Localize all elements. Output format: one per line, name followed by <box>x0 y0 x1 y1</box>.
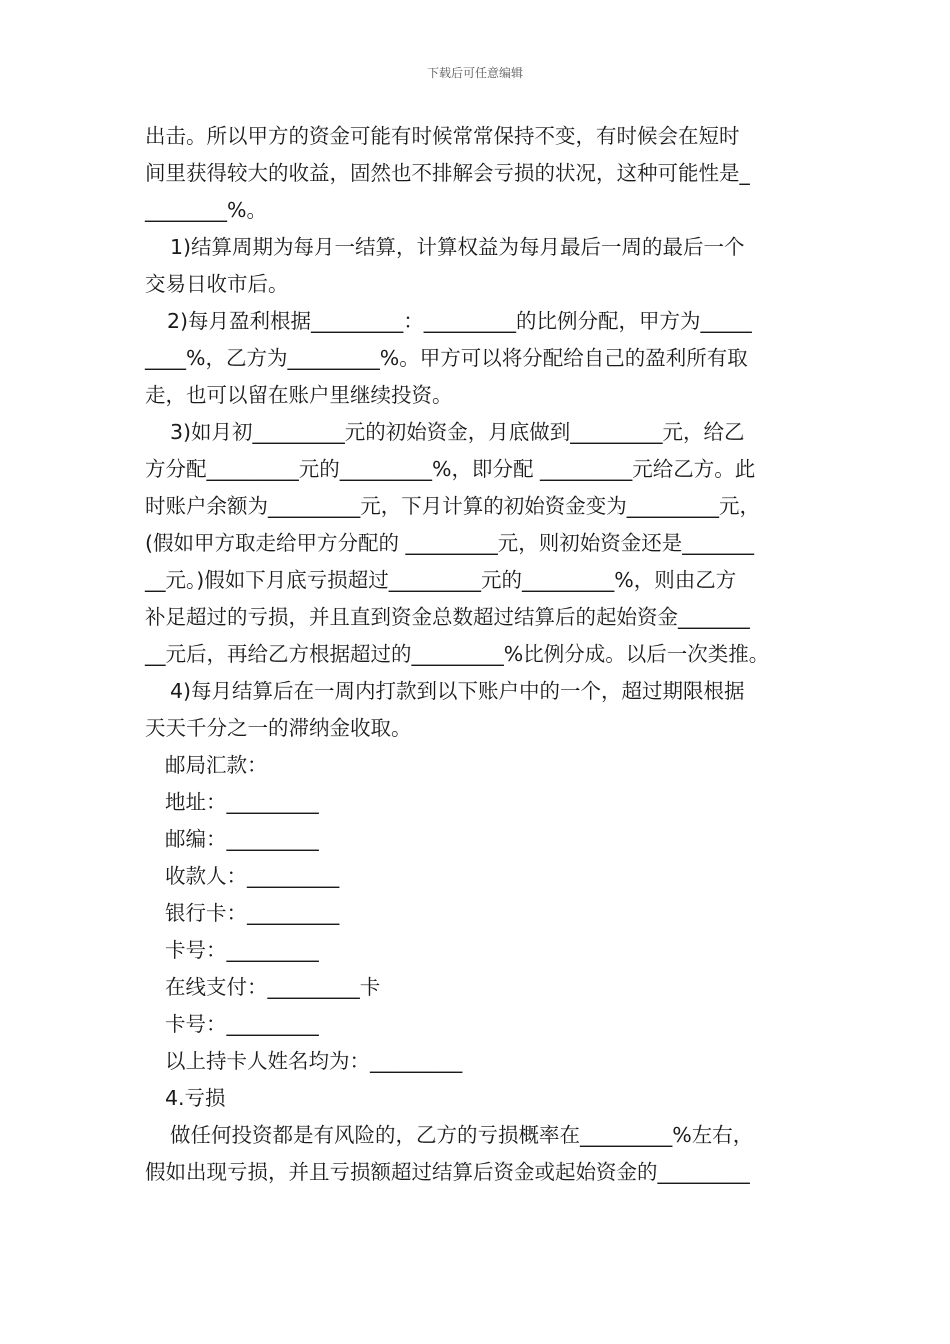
section-heading-loss: 4.亏损 <box>165 1086 226 1110</box>
online-payment-field: 在线支付：_________卡 <box>165 975 381 999</box>
card-number-field: 卡号：_________ <box>165 1012 319 1036</box>
text-line: 间里获得较大的收益，固然也不排解会亏损的状况，这种可能性是_ <box>145 161 750 185</box>
text-line: 天天千分之一的滞纳金收取。 <box>145 716 412 740</box>
address-field: 地址：_________ <box>165 790 319 814</box>
text-line: ________%。 <box>145 198 267 222</box>
page-header: 下载后可任意编辑 <box>426 66 523 80</box>
text-line: 出击。所以甲方的资金可能有时候常常保持不变，有时候会在短时 <box>145 124 740 148</box>
postal-remittance-label: 邮局汇款： <box>165 753 268 777</box>
clause-4-line: 4)每月结算后在一周内打款到以下账户中的一个，超过期限根据 <box>170 679 745 703</box>
bank-card-field: 银行卡：_________ <box>165 901 340 925</box>
text-line: __元后，再给乙方根据超过的_________%比例分成。以后一次类推。 <box>145 642 770 666</box>
cardholder-name-field: 以上持卡人姓名均为：_________ <box>165 1049 463 1073</box>
postcode-field: 邮编：_________ <box>165 827 319 851</box>
text-line: __元。)假如下月底亏损超过_________元的_________%，则由乙方 <box>145 568 737 592</box>
text-line: 方分配_________元的_________%，即分配 _________元给乙方。此 <box>145 457 756 481</box>
payee-field: 收款人：_________ <box>165 864 340 888</box>
text-line: 做任何投资都是有风险的，乙方的亏损概率在_________%左右， <box>170 1123 754 1147</box>
text-line: ____%，乙方为_________%。甲方可以将分配给自己的盈利所有取 <box>145 346 748 370</box>
clause-2-line: 2)每月盈利根据_________：_________的比例分配，甲方为_____ <box>167 309 752 333</box>
text-line: (假如甲方取走给甲方分配的 _________元，则初始资金还是_______ <box>145 531 755 555</box>
document-body <box>145 118 817 1191</box>
text-line: 走，也可以留在账户里继续投资。 <box>145 383 453 407</box>
clause-1-line: 1)结算周期为每月一结算，计算权益为每月最后一周的最后一个 <box>170 235 745 259</box>
text-line: 时账户余额为_________元，下月计算的初始资金变为_________元， <box>145 494 760 518</box>
clause-3-line: 3)如月初_________元的初始资金，月底做到_________元，给乙 <box>170 420 745 444</box>
text-line: 假如出现亏损，并且亏损额超过结算后资金或起始资金的_________ <box>145 1160 750 1184</box>
text-line: 补足超过的亏损，并且直到资金总数超过结算后的起始资金_______ <box>145 605 750 629</box>
card-number-field: 卡号：_________ <box>165 938 319 962</box>
text-line: 交易日收市后。 <box>145 272 289 296</box>
